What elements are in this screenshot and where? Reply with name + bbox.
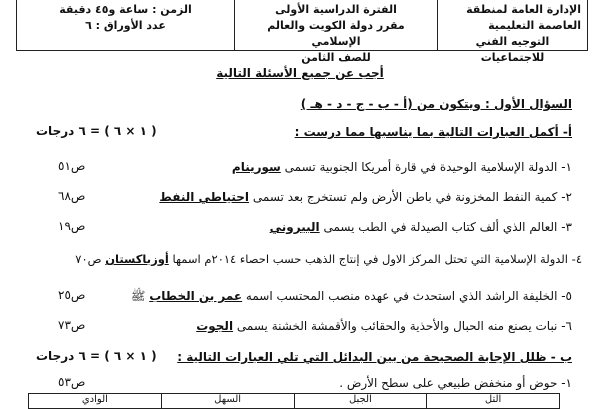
section-a-item-2 bbox=[20, 189, 572, 205]
time-line-2: عدد الأوراق : ٦ bbox=[85, 19, 166, 32]
item-3-page: ص١٩ bbox=[58, 219, 86, 233]
authority-line-2: التوجيه الفني للاجتماعيات bbox=[475, 35, 550, 64]
question-1-label bbox=[20, 96, 572, 112]
section-a-label: أ- أكمل العبارات التالية بما يناسبها مما درست : bbox=[294, 125, 572, 139]
item-4-answer: أوزباكستان bbox=[105, 252, 169, 266]
section-b-label: ب - ظلل الإجابة الصحيحة من بين البدائل التي تلي العبارات التالية : bbox=[177, 350, 572, 364]
header-course bbox=[234, 0, 437, 64]
item-3-answer: البيروني bbox=[269, 220, 320, 234]
section-b-item-1-text: ١- حوض أو منخفض طبيعي على سطح الأرض . bbox=[339, 376, 572, 390]
choice-4[interactable]: الوادي bbox=[81, 394, 108, 405]
course-line-2: مقرر دولة الكويت والعالم الإسلامي bbox=[267, 19, 405, 48]
section-b-item-1 bbox=[20, 375, 572, 391]
exam-header bbox=[16, 0, 588, 64]
authority-line-1: الإدارة العامة لمنطقة العاصمة التعليمية bbox=[466, 3, 581, 32]
section-a-grade: ( ١ × ٦ ) = ٦ درجات bbox=[36, 124, 157, 138]
item-1-answer: سورينام bbox=[231, 160, 281, 174]
item-6-text: ٦- نبات يصنع منه الحبال والأحذية والحقائب والأقمشة الخشنة يسمى bbox=[236, 319, 572, 333]
header-authority bbox=[437, 0, 587, 64]
section-a-item-1 bbox=[20, 159, 572, 175]
item-1-text: ١- الدولة الإسلامية الوحيدة في قارة أمريكا الجنوبية تسمى bbox=[284, 160, 572, 174]
course-line-1: الفترة الدراسية الأولى bbox=[275, 3, 397, 16]
item-5-page: ص٢٥ bbox=[58, 288, 86, 302]
section-a-item-5 bbox=[20, 288, 572, 304]
item-5-suffix: ﷺ bbox=[130, 289, 146, 303]
time-line-1: الزمن : ساعة و٤٥ دقيقة bbox=[59, 3, 192, 16]
exam-instruction: أجب عن جميع الأسئلة التالية bbox=[216, 66, 384, 80]
course-line-3: للصف الثامن bbox=[301, 51, 371, 64]
section-a-item-4 bbox=[8, 251, 582, 267]
item-5-text: ٥- الخليفة الراشد الذي استحدث في عهده منصب المحتسب اسمه bbox=[245, 289, 572, 303]
item-5-answer: عمر بن الخطاب bbox=[149, 289, 243, 303]
question-1-text: السؤال الأول : ويتكون من (أ - ب - ج - د - هـ ) bbox=[300, 97, 572, 111]
section-a-item-6 bbox=[20, 318, 572, 334]
item-6-page: ص٧٣ bbox=[58, 318, 86, 332]
item-3-text: ٣- العالم الذي ألف كتاب الصيدلة في الطب يسمى bbox=[323, 220, 572, 234]
section-a-item-3 bbox=[20, 219, 572, 235]
choice-1[interactable]: التل bbox=[426, 394, 559, 408]
item-2-answer: احتياطي النفط bbox=[159, 190, 250, 204]
choice-2[interactable]: الجبل bbox=[294, 394, 427, 408]
item-2-text: ٢- كمية النفط المخزونة في باطن الأرض ولم تستخرج بعد تسمى bbox=[252, 190, 572, 204]
choice-3[interactable]: السهل bbox=[161, 394, 294, 408]
item-2-page: ص٦٨ bbox=[58, 189, 86, 203]
item-4-page: ص٧٠ bbox=[75, 252, 102, 266]
item-1-page: ص٥١ bbox=[58, 159, 86, 173]
answer-choices-row bbox=[28, 393, 560, 409]
section-b-item-1-page: ص٥٣ bbox=[58, 375, 86, 389]
section-b-grade: ( ١ × ٦ ) = ٦ درجات bbox=[36, 349, 157, 363]
item-4-text: ٤- الدولة الإسلامية التي تحتل المركز الاول في إنتاج الذهب حسب احصاء ٢٠١٤م اسمها bbox=[172, 252, 582, 266]
item-6-answer: الجوت bbox=[196, 319, 234, 333]
header-time bbox=[17, 0, 234, 50]
